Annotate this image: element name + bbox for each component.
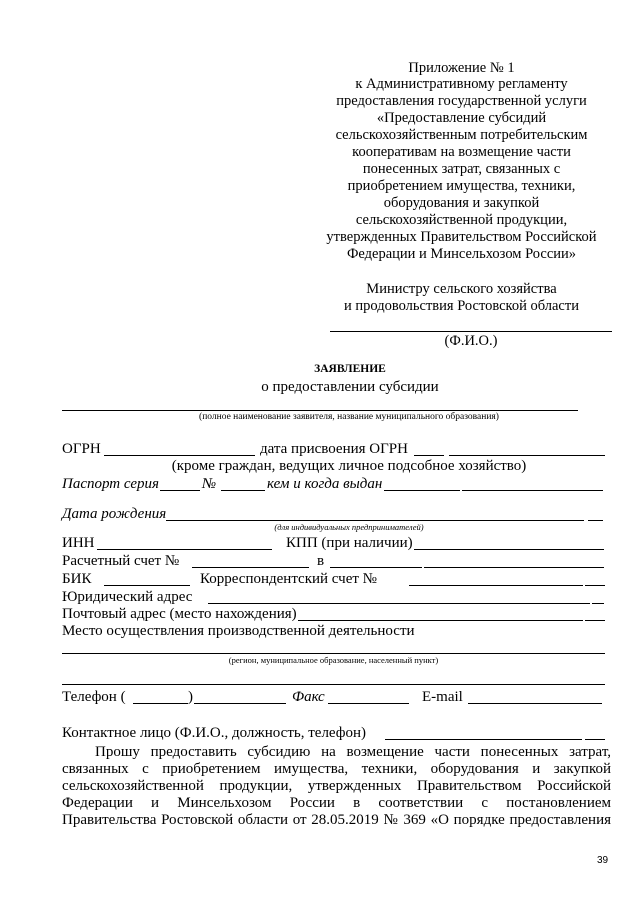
passport-series-field[interactable] bbox=[160, 490, 200, 491]
email-field[interactable] bbox=[468, 703, 602, 704]
passport-issued-label: кем и когда выдан bbox=[267, 476, 383, 492]
bank-field-1[interactable] bbox=[330, 567, 422, 568]
ogrn-date-field[interactable] bbox=[449, 455, 605, 456]
header-line: понесенных затрат, связанных с bbox=[362, 161, 561, 177]
header-line: Федерации и Минсельхозом России» bbox=[346, 246, 577, 262]
bank-in-label: в bbox=[317, 553, 325, 569]
contact-label: Контактное лицо (Ф.И.О., должность, телефон) bbox=[62, 725, 367, 741]
kpp-field[interactable] bbox=[414, 549, 604, 550]
phone-code-field[interactable] bbox=[133, 703, 188, 704]
phone-close: ) bbox=[188, 689, 193, 705]
corr-account-field-end[interactable] bbox=[585, 585, 605, 586]
passport-issued-field-2[interactable] bbox=[462, 490, 603, 491]
applicant-caption: (полное наименование заявителя, название муниципального образования) bbox=[199, 412, 499, 422]
header-line: оборудования и закупкой bbox=[383, 195, 540, 211]
body-line: Прошу предоставить субсидию на возмещение части понесенных затрат, bbox=[95, 744, 611, 760]
entrepreneur-caption: (для индивидуальных предпринимателей) bbox=[274, 522, 424, 532]
header-line: сельскохозяйственным потребительским bbox=[335, 127, 588, 143]
corr-account-field[interactable] bbox=[409, 585, 583, 586]
legal-address-field-end[interactable] bbox=[592, 603, 604, 604]
bik-field[interactable] bbox=[104, 585, 190, 586]
passport-number-field[interactable] bbox=[221, 490, 265, 491]
activity-place-label: Место осуществления производственной деятельности bbox=[62, 623, 415, 639]
activity-place-field-2[interactable] bbox=[62, 684, 605, 685]
fax-field[interactable] bbox=[328, 703, 409, 704]
legal-address-label: Юридический адрес bbox=[62, 589, 193, 605]
phone-label: Телефон ( bbox=[62, 689, 126, 705]
bank-field-2[interactable] bbox=[424, 567, 604, 568]
body-line: сельскохозяйственной продукции, утвержденных Правительством Российской bbox=[62, 778, 611, 794]
contact-field-end[interactable] bbox=[585, 739, 605, 740]
header-line: Приложение № 1 bbox=[408, 60, 515, 76]
page-number: 39 bbox=[597, 855, 609, 866]
addressee-line: и продовольствия Ростовской области bbox=[344, 298, 579, 314]
postal-address-field[interactable] bbox=[298, 620, 583, 621]
activity-place-field[interactable] bbox=[62, 653, 605, 654]
header-line: приобретением имущества, техники, bbox=[347, 178, 576, 194]
ogrn-field[interactable] bbox=[104, 455, 255, 456]
addressee-line: Министру сельского хозяйства bbox=[366, 281, 557, 297]
header-line: предоставления государственной услуги bbox=[336, 93, 587, 109]
passport-number-label: № bbox=[202, 476, 217, 492]
bik-label: БИК bbox=[62, 571, 92, 587]
header-line: «Предоставление субсидий bbox=[376, 110, 547, 126]
body-line: Правительства Ростовской области от 28.05.2019 № 369 «О порядке предоставления bbox=[62, 812, 611, 828]
document-title: ЗАЯВЛЕНИЕ bbox=[314, 363, 386, 375]
ogrn-note: (кроме граждан, ведущих личное подсобное хозяйство) bbox=[171, 458, 527, 474]
account-label: Расчетный счет № bbox=[62, 553, 180, 569]
applicant-name-line[interactable] bbox=[62, 410, 578, 411]
header-line: сельскохозяйственной продукции, bbox=[355, 212, 568, 228]
fio-line bbox=[330, 331, 612, 332]
phone-field[interactable] bbox=[194, 703, 286, 704]
inn-field[interactable] bbox=[97, 549, 272, 550]
ogrn-label: ОГРН bbox=[62, 441, 101, 457]
ogrn-date-label: дата присвоения ОГРН bbox=[260, 441, 408, 457]
body-line: Федерации и Минсельхозом России в соответствии с постановлением bbox=[62, 795, 611, 811]
email-label: E-mail bbox=[422, 689, 463, 705]
body-line: связанных с приобретением имущества, техники, оборудования и закупкой bbox=[62, 761, 611, 777]
document-subtitle: о предоставлении субсидии bbox=[261, 379, 439, 395]
ogrn-date-day-field[interactable] bbox=[414, 455, 444, 456]
passport-series-label: Паспорт серия bbox=[62, 476, 159, 492]
region-caption: (регион, муниципальное образование, населенный пункт) bbox=[228, 655, 439, 665]
postal-address-label: Почтовый адрес (место нахождения) bbox=[62, 606, 297, 622]
account-field[interactable] bbox=[192, 567, 309, 568]
contact-field[interactable] bbox=[385, 739, 582, 740]
fio-caption: (Ф.И.О.) bbox=[444, 333, 498, 349]
birth-date-label: Дата рождения bbox=[62, 506, 167, 522]
fax-label: Факс bbox=[292, 689, 325, 705]
kpp-label: КПП (при наличии) bbox=[286, 535, 413, 551]
inn-label: ИНН bbox=[62, 535, 95, 551]
header-line: к Административному регламенту bbox=[355, 76, 568, 92]
header-line: утвержденных Правительством Российской bbox=[326, 229, 597, 245]
passport-issued-field-1[interactable] bbox=[384, 490, 460, 491]
legal-address-field[interactable] bbox=[208, 603, 590, 604]
header-line: кооперативам на возмещение части bbox=[352, 144, 571, 160]
birth-date-field[interactable] bbox=[166, 520, 584, 521]
birth-date-field-end[interactable] bbox=[588, 520, 603, 521]
postal-address-field-end[interactable] bbox=[585, 620, 605, 621]
corr-account-label: Корреспондентский счет № bbox=[200, 571, 377, 587]
